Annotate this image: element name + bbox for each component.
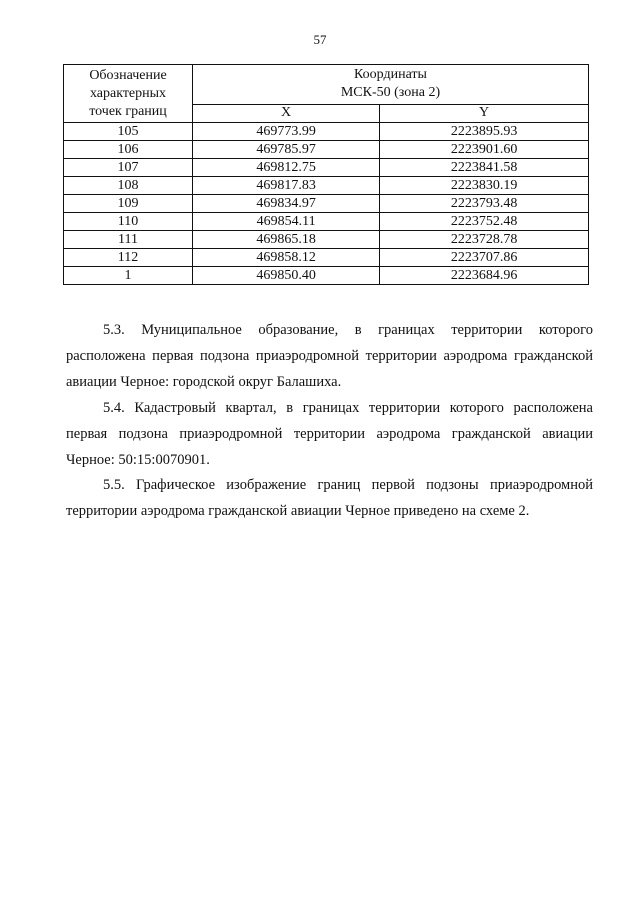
x-cell: 469785.97: [193, 141, 380, 159]
designation-header-line3: точек границ: [89, 104, 167, 119]
table-row: [64, 123, 589, 141]
point-cell: 107: [64, 159, 193, 177]
y-cell: 2223728.78: [380, 231, 589, 249]
point-cell: 105: [64, 123, 193, 141]
point-cell: 108: [64, 177, 193, 195]
x-cell: 469834.97: [193, 195, 380, 213]
x-cell: 469865.18: [193, 231, 380, 249]
y-cell: 2223830.19: [380, 177, 589, 195]
designation-header: [64, 65, 193, 123]
point-cell: 109: [64, 195, 193, 213]
paragraph-5-3: 5.3. Муниципальное образование, в границах территории которого расположена первая подзона приаэродромной территории аэродрома гражданской авиации Черное: городской округ Балашиха.: [66, 321, 593, 390]
coordinates-table: [63, 64, 589, 285]
y-column-header: Y: [380, 104, 589, 122]
x-column-header: X: [193, 104, 380, 122]
y-cell: 2223684.96: [380, 267, 589, 285]
paragraph-5-4: 5.4. Кадастровый квартал, в границах территории которого расположена первая подзона приаэродромной территории аэродрома гражданской авиации Черное: 50:15:0070901.: [66, 399, 593, 468]
point-cell: 106: [64, 141, 193, 159]
y-cell: 2223841.58: [380, 159, 589, 177]
coordinates-header-line1: Координаты: [354, 67, 427, 83]
y-cell: 2223793.48: [380, 195, 589, 213]
paragraph-5-5: 5.5. Графическое изображение границ первой подзоны приаэродромной территории аэродрома гражданской авиации Черное приведено на схеме 2.: [66, 476, 593, 519]
y-cell: 2223901.60: [380, 141, 589, 159]
y-cell: 2223707.86: [380, 249, 589, 267]
coordinates-header-line2: МСК-50 (зона 2): [340, 85, 441, 101]
point-cell: 112: [64, 249, 193, 267]
x-cell: 469812.75: [193, 159, 380, 177]
table-row: [64, 141, 589, 159]
x-cell: 469854.11: [193, 213, 380, 231]
point-cell: 110: [64, 213, 193, 231]
table-row: [64, 195, 589, 213]
table-row: [64, 249, 589, 267]
table-row: [64, 177, 589, 195]
point-cell: 111: [64, 231, 193, 249]
x-cell: 469850.40: [193, 267, 380, 285]
table-row: [64, 159, 589, 177]
point-cell: 1: [64, 267, 193, 285]
table-row: [64, 267, 589, 285]
page-number: 57: [313, 32, 327, 47]
designation-header-line1: Обозначение: [89, 68, 167, 83]
x-cell: 469773.99: [193, 123, 380, 141]
designation-header-line2: характерных: [89, 86, 167, 101]
coordinates-header: [193, 65, 589, 105]
y-cell: 2223895.93: [380, 123, 589, 141]
table-row: [64, 213, 589, 231]
table-row: [64, 231, 589, 249]
y-cell: 2223752.48: [380, 213, 589, 231]
x-cell: 469817.83: [193, 177, 380, 195]
x-cell: 469858.12: [193, 249, 380, 267]
